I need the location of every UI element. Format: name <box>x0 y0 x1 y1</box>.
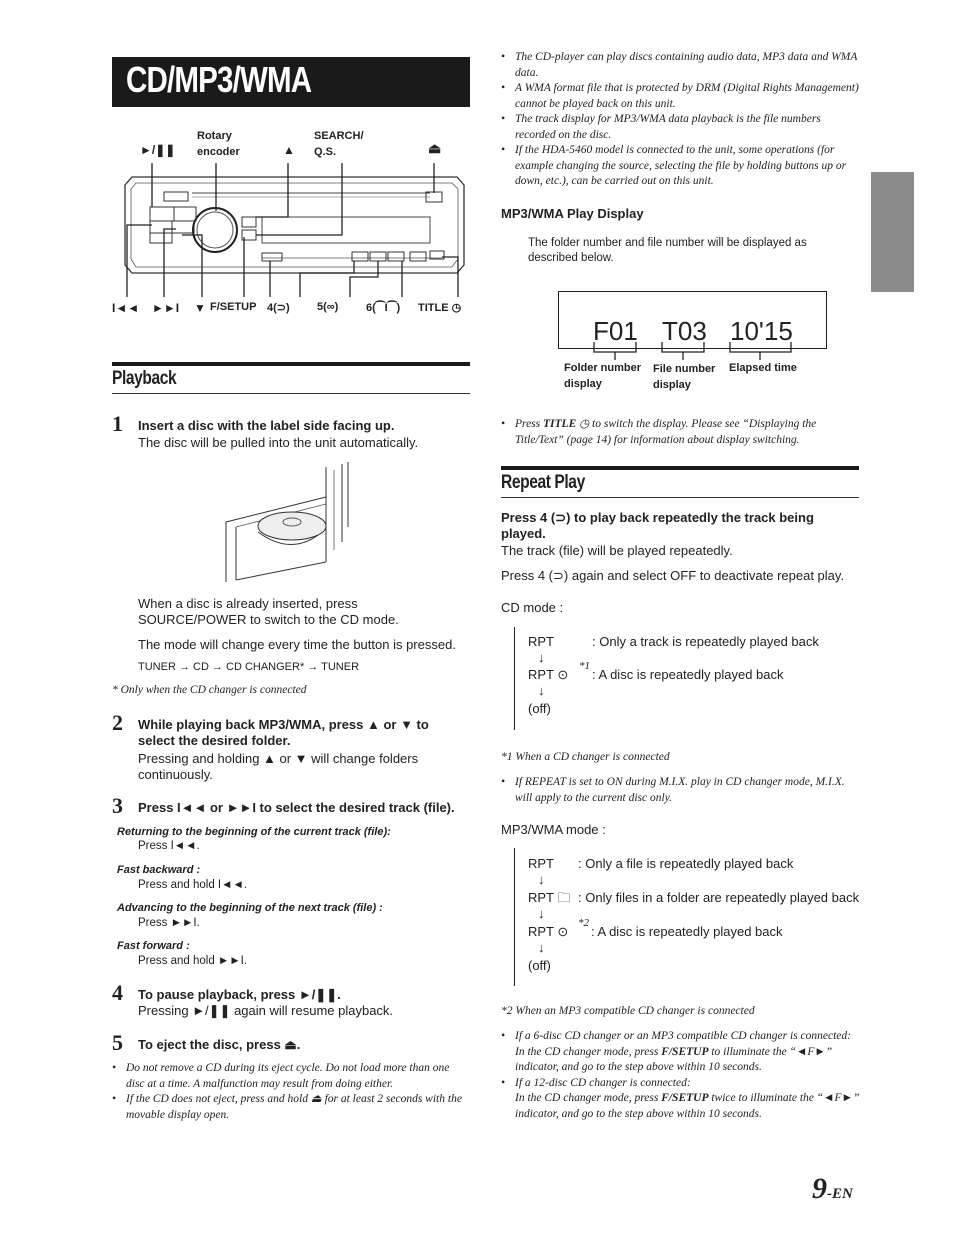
playback-heading: Playback <box>112 368 177 389</box>
mp3-mode-label: MP3/WMA mode : <box>501 822 606 837</box>
label-folder-number: Folder number display <box>564 362 642 390</box>
page-title: CD/MP3/WMA <box>126 59 312 100</box>
mode-change-text: The mode will change every time the button is pressed. <box>138 637 456 652</box>
label-btn6: 6(⁀I⁀) <box>366 302 401 314</box>
mp-rpt3-desc: : A disc is repeatedly played back <box>591 924 783 939</box>
display-desc: The folder number and file number will be displayed as described below. <box>528 237 807 264</box>
display-heading: MP3/WMA Play Display <box>501 206 644 221</box>
flow-arrow: ↓ <box>538 906 545 921</box>
cd-rpt1-desc: : Only a track is repeatedly played back <box>592 634 819 649</box>
repeat-icon: ⊃ <box>553 568 564 583</box>
changer-footnote: * Only when the CD changer is connected <box>112 684 307 696</box>
eject-note: • If the CD does not eject, press and hold ⏏ for at least 2 seconds with the movable display open. <box>112 1092 466 1123</box>
label-btn4: 4(⊃) <box>267 302 290 314</box>
label-btn5: 5(∞) <box>317 301 339 313</box>
cd-notes <box>501 50 861 190</box>
mp-superscript: *2 <box>578 917 589 929</box>
repeat-instruction: Press 4 (⊃) to play back repeatedly the track being played. <box>501 510 814 541</box>
eject-notes <box>112 1061 466 1123</box>
step-number: 4 <box>112 980 123 1005</box>
head-unit-drawing <box>112 125 472 325</box>
repeat-heading: Repeat Play <box>501 472 585 493</box>
cd-note: • If the HDA-5460 model is connected to the unit, some operations (for example changing the source, selecting the file by holding buttons up or down, etc.), can be carried out on this unit. <box>501 143 861 190</box>
step1-text: The disc will be pulled into the unit automatically. <box>138 435 419 450</box>
step5-instruction: To eject the disc, press ⏏. <box>138 1037 301 1052</box>
eject-note: • Do not remove a CD during its eject cycle. Do not load more than one disc at a time. A malfunction may result from doing either. <box>112 1061 466 1092</box>
display-folder: F01 <box>593 316 638 346</box>
flow-arrow: ↓ <box>538 940 545 955</box>
footnote-2: *2 When an MP3 compatible CD changer is connected <box>501 1005 755 1017</box>
cd-rpt2-desc: : A disc is repeatedly played back <box>592 667 784 682</box>
title-note: • Press TITLE ◷ to switch the display. Please see “Displaying the Title/Text” (page 14) for information about display switching. <box>501 417 861 448</box>
label-up: ▲ <box>283 143 295 157</box>
sub-text-return: Press I◄◄. <box>138 840 200 852</box>
cd-mode-bracket <box>514 627 515 730</box>
mode-chain: TUNER → CD → CD CHANGER* → TUNER <box>138 661 360 673</box>
clock-icon: ◷ <box>579 418 590 430</box>
scan-icon: ⁀I⁀) <box>375 302 401 314</box>
disc-icon: ⊙ <box>557 667 569 682</box>
sub-text-fast-forward: Press and hold ►►I. <box>138 955 248 967</box>
sub-heading-fast-forward: Fast forward : <box>117 940 190 952</box>
page-title-bar <box>112 57 470 107</box>
step2-instruction: While playing back MP3/WMA, press ▲ or ▼ to select the desired folder. <box>138 717 429 748</box>
repeat-text: The track (file) will be played repeatedly. <box>501 543 733 558</box>
repeat-icon: ⊃) <box>276 302 290 314</box>
mp-rpt2: RPT 🗀 <box>528 890 571 905</box>
cd-rpt1: RPT <box>528 634 554 649</box>
cd-note: • The track display for MP3/WMA data playback is the file numbers recorded on the disc. <box>501 112 861 143</box>
label-fsetup: F/SETUP <box>210 301 257 313</box>
mix-note: • If REPEAT is set to ON during M.I.X. play in CD changer mode, M.I.X. will apply to the current disc only. <box>501 775 861 806</box>
playback-underline <box>112 393 470 394</box>
mp-rpt1: RPT <box>528 856 554 871</box>
sub-heading-advance: Advancing to the beginning of the next track (file) : <box>117 902 383 914</box>
step-number: 5 <box>112 1030 123 1055</box>
label-search: SEARCH/ Q.S. <box>314 130 364 158</box>
changer-note: • If a 6-disc CD changer or an MP3 compatible CD changer is connected: In the CD changer mode, press F/SETUP to illuminate the “◄F►” indicator, and go to the step above within 10 seconds. <box>501 1029 861 1076</box>
display-file: T03 <box>662 316 707 346</box>
title-note-list <box>501 417 861 448</box>
step4-text: Pressing ►/❚❚ again will resume playback. <box>138 1003 394 1018</box>
unit-diagram <box>112 125 472 325</box>
label-eject: ⏏ <box>428 140 442 156</box>
section-tab <box>871 172 914 292</box>
repeat-underline <box>501 497 859 498</box>
cd-superscript: *1 <box>579 660 590 672</box>
changer-note: • If a 12-disc CD changer is connected: In the CD changer mode, press F/SETUP twice to illuminate the “◄F►” indicator, and go to the step above within 10 seconds. <box>501 1076 861 1123</box>
cd-rpt2: RPT ⊙ <box>528 667 569 682</box>
step4-instruction: To pause playback, press ►/❚❚. <box>138 987 341 1002</box>
sub-text-advance: Press ►►I. <box>138 917 200 929</box>
step2-text: Pressing and holding ▲ or ▼ will change folders continuously. <box>138 751 419 782</box>
disc-icon: ⊙ <box>557 924 569 939</box>
cd-note: • The CD-player can play discs containing audio data, MP3 data and WMA data. <box>501 50 861 81</box>
step1-instruction: Insert a disc with the label side facing up. <box>138 418 395 433</box>
changer-notes <box>501 1029 861 1122</box>
step-number: 2 <box>112 710 123 735</box>
step-number: 1 <box>112 411 123 436</box>
mp-rpt2-desc: : Only files in a folder are repeatedly played back <box>578 890 860 905</box>
disc-insert-illustration <box>222 462 354 584</box>
cd-off: (off) <box>528 701 551 716</box>
label-prev: I◄◄ <box>112 301 140 315</box>
sub-heading-return: Returning to the beginning of the current track (file): <box>117 826 391 838</box>
cd-mode-label: CD mode : <box>501 600 564 615</box>
label-play-pause: ►/❚❚ <box>140 143 176 157</box>
flow-arrow: ↓ <box>538 683 545 698</box>
display-time: 10'15 <box>730 316 793 346</box>
flow-arrow: ↓ <box>538 872 545 887</box>
mp-rpt3: RPT ⊙ <box>528 924 569 939</box>
label-elapsed-time: Elapsed time <box>729 362 797 374</box>
mp-off: (off) <box>528 958 551 973</box>
mix-note-list <box>501 775 861 806</box>
mp-rpt1-desc: : Only a file is repeatedly played back <box>578 856 794 871</box>
repeat-off-text: Press 4 (⊃) again and select OFF to deactivate repeat play. <box>501 568 845 583</box>
label-down: ▼ <box>194 301 206 315</box>
page-number: 9-EN <box>812 1172 853 1205</box>
inserted-note: When a disc is already inserted, press SOURCE/POWER to switch to the CD mode. <box>138 596 399 627</box>
label-rotary: Rotary encoder <box>197 130 240 158</box>
repeat-icon: ⊃ <box>555 510 567 525</box>
label-next: ►►I <box>152 301 180 315</box>
clock-icon: ◷ <box>451 302 462 314</box>
label-file-number: File number display <box>653 363 716 391</box>
repeat-rule <box>501 466 859 470</box>
sub-text-fast-backward: Press and hold I◄◄. <box>138 879 248 891</box>
playback-rule <box>112 362 470 366</box>
folder-icon: 🗀 <box>557 890 571 905</box>
mp3-mode-bracket <box>514 848 515 986</box>
flow-arrow: ↓ <box>538 650 545 665</box>
footnote-1: *1 When a CD changer is connected <box>501 751 670 763</box>
sub-heading-fast-backward: Fast backward : <box>117 864 201 876</box>
cd-note: • A WMA format file that is protected by DRM (Digital Rights Management) cannot be played back on this unit. <box>501 81 861 112</box>
step3-instruction: Press I◄◄ or ►►I to select the desired track (file). <box>138 800 455 815</box>
random-icon: ∞) <box>326 301 339 313</box>
step-number: 3 <box>112 793 123 818</box>
label-title: TITLE ◷ <box>418 302 462 314</box>
